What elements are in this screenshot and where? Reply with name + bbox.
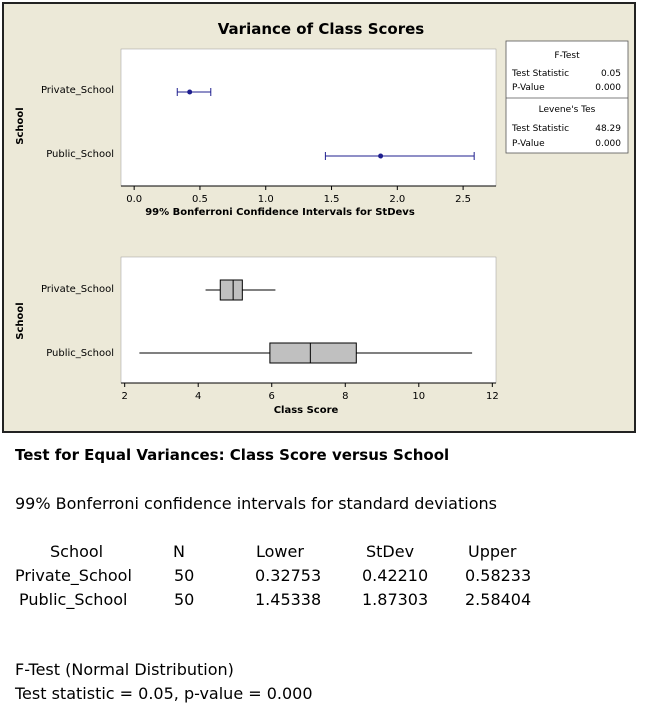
table-row-private-lower: 0.32753 xyxy=(255,566,322,585)
interval-category-label-public: Public_School xyxy=(46,149,114,160)
boxplot-x-tick-label: 6 xyxy=(268,391,275,402)
boxplot-y-axis-label: School xyxy=(15,302,26,340)
table-header-stdev: StDev xyxy=(366,542,415,561)
session-output xyxy=(0,440,646,710)
boxplot-x-tick-label: 10 xyxy=(412,391,426,402)
interval-x-tick-label: 0.5 xyxy=(191,194,208,205)
interval-x-tick-label: 1.5 xyxy=(323,194,340,205)
interval-x-tick-label: 2.0 xyxy=(389,194,406,205)
table-row-public-stdev: 1.87303 xyxy=(362,590,429,609)
interval-estimate-point xyxy=(378,154,383,159)
ftest-result: Test statistic = 0.05, p-value = 0.000 xyxy=(15,684,313,703)
boxplot-x-tick-label: 8 xyxy=(342,391,349,402)
levene-stat-value: 48.29 xyxy=(595,124,621,134)
boxplot-category-label-public: Public_School xyxy=(46,348,114,359)
table-row-private-upper: 0.58233 xyxy=(465,566,532,585)
table-row-public-lower: 1.45338 xyxy=(255,590,322,609)
table-row-public-school: Public_School xyxy=(19,590,128,609)
output-heading: Test for Equal Variances: Class Score versus School xyxy=(15,446,450,464)
levene-box-title: Levene's Tes xyxy=(538,105,596,115)
boxplot-plot-area xyxy=(121,257,496,383)
ftest-stat-value: 0.05 xyxy=(600,69,621,79)
output-subheading: 99% Bonferroni confidence intervals for standard deviations xyxy=(15,494,497,513)
table-header-school: School xyxy=(50,542,104,561)
levene-stat-label: Test Statistic xyxy=(512,124,570,134)
interval-y-axis-label: School xyxy=(15,107,26,145)
boxplot-category-label-private: Private_School xyxy=(40,284,114,295)
chart-title: Variance of Class Scores xyxy=(217,20,425,38)
levene-p-value: 0.000 xyxy=(595,139,621,149)
table-row-private-stdev: 0.42210 xyxy=(362,566,429,585)
chart-panel xyxy=(2,2,636,433)
ftest-heading: F-Test (Normal Distribution) xyxy=(15,660,234,679)
boxplot-x-axis-label: Class Score xyxy=(273,405,339,416)
ftest-p-value: 0.000 xyxy=(595,83,621,93)
table-header-n: N xyxy=(173,542,185,561)
interval-x-tick-label: 0.0 xyxy=(126,194,143,205)
table-row-private-school: Private_School xyxy=(15,566,132,585)
table-row-public-n: 50 xyxy=(174,590,195,609)
boxplot-x-tick-label: 12 xyxy=(485,391,499,402)
boxplot-box xyxy=(220,280,242,300)
interval-estimate-point xyxy=(187,90,192,95)
levene-p-label: P-Value xyxy=(512,139,545,149)
interval-x-tick-label: 1.0 xyxy=(257,194,274,205)
table-header-upper: Upper xyxy=(468,542,517,561)
ftest-p-label: P-Value xyxy=(512,83,545,93)
table-row-public-upper: 2.58404 xyxy=(465,590,532,609)
boxplot-box xyxy=(270,343,356,363)
ftest-box-title: F-Test xyxy=(554,51,580,61)
interval-category-label-private: Private_School xyxy=(40,85,114,96)
ftest-stat-label: Test Statistic xyxy=(512,69,570,79)
interval-x-tick-label: 2.5 xyxy=(455,194,472,205)
interval-x-axis-label: 99% Bonferroni Confidence Intervals for StDevs xyxy=(145,207,415,218)
boxplot-x-tick-label: 2 xyxy=(121,391,128,402)
interval-plot-area xyxy=(121,49,496,186)
chart-canvas xyxy=(4,4,634,431)
table-header-lower: Lower xyxy=(256,542,304,561)
table-row-private-n: 50 xyxy=(174,566,195,585)
boxplot-x-tick-label: 4 xyxy=(195,391,202,402)
